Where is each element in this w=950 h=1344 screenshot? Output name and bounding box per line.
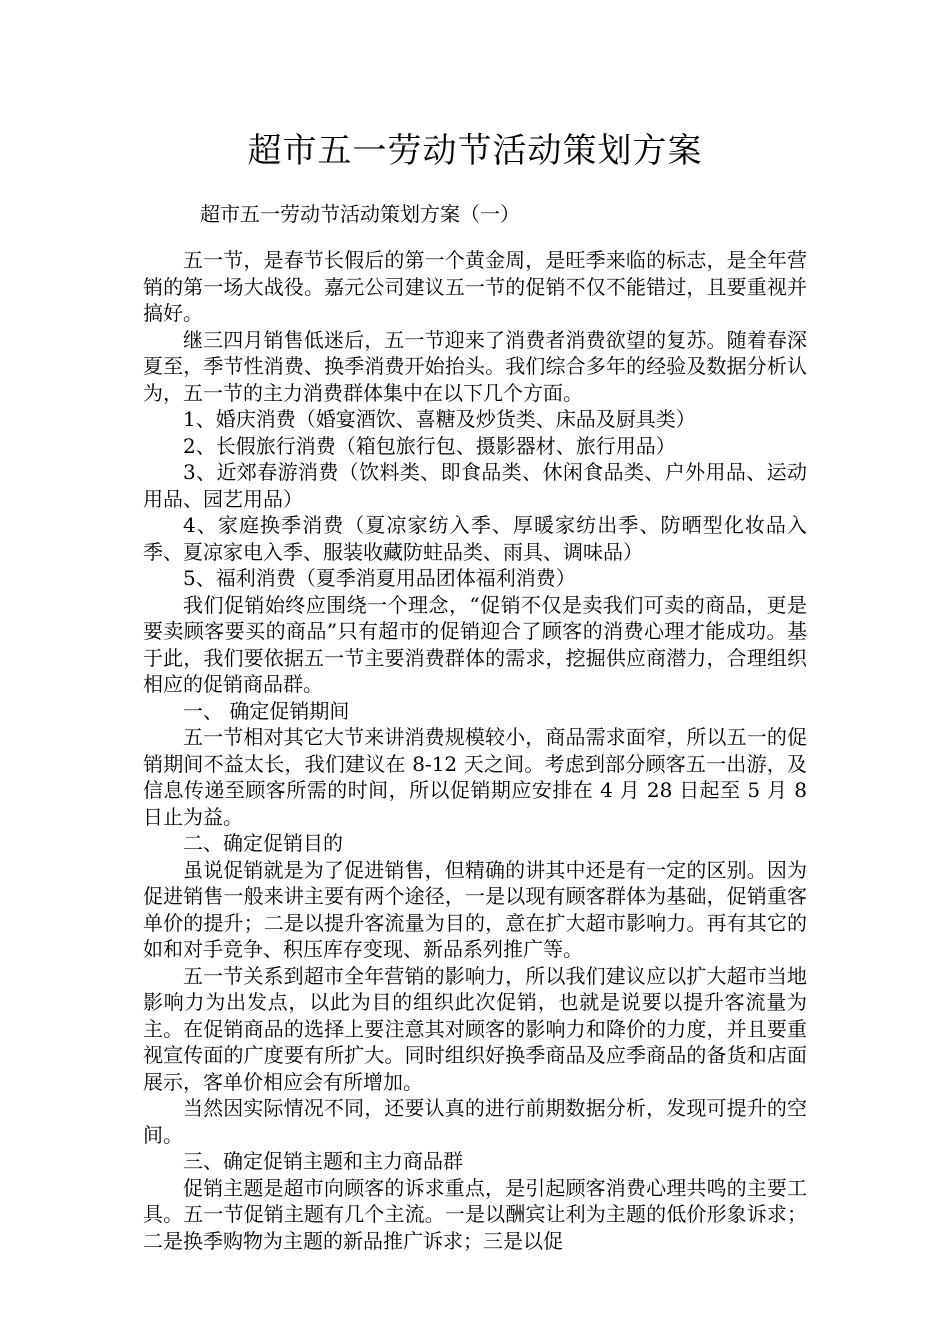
paragraph: 当然因实际情况不同，还要认真的进行前期数据分析，发现可提升的空间。 xyxy=(143,1096,807,1147)
list-item: 1、婚庆消费（婚宴酒饮、喜糖及炒货类、床品及厨具类） xyxy=(183,407,696,431)
list-item: 5、福利消费（夏季消夏用品团体福利消费） xyxy=(183,566,576,590)
paragraph: 五一节关系到超市全年营销的影响力，所以我们建议应以扩大超市当地影响力为出发点，以此为目的组织此次促销，也就是说要以提升客流量为主。在促销商品的选择上要注意其对顾客的影响力和降价的力度，并且要重视宣传面的广度要有所扩大。同时组织好换季商品及应季商品的备货和店面展示，客单价相应会有所增加。 xyxy=(143,963,807,1094)
list-item: 4、家庭换季消费（夏凉家纺入季、厚暖家纺出季、防晒型化妆品入季、夏凉家电入季、服装收藏防蛀品类、雨具、调味品） xyxy=(143,513,807,564)
paragraph: 虽说促销就是为了促进销售，但精确的讲其中还是有一定的区别。因为促进销售一般来讲主要有两个途径，一是以现有顾客群体为基础，促销重客单价的提升；二是以提升客流量为目的，意在扩大超市影响力。再有其它的如和对手竞争、积压库存变现、新品系列推广等。 xyxy=(143,857,807,961)
paragraph: 促销主题是超市向顾客的诉求重点，是引起顾客消费心理共鸣的主要工具。五一节促销主题有几个主流。一是以酬宾让利为主题的低价形象诉求；二是换季购物为主题的新品推广诉求；三是以促 xyxy=(143,1175,807,1253)
document-subtitle: 超市五一劳动节活动策划方案（一） xyxy=(200,202,520,226)
paragraph: 我们促销始终应围绕一个理念，“促销不仅是卖我们可卖的商品，更是要卖顾客要买的商品”只有超市的促销迎合了顾客的消费心理才能成功。基于此，我们要依据五一节主要消费群体的需求，挖掘供应商潜力，合理组织相应的促销商品群。 xyxy=(143,592,807,696)
paragraph: 五一节，是春节长假后的第一个黄金周，是旺季来临的标志，是全年营销的第一场大战役。嘉元公司建议五一节的促销不仅不能错过，且要重视并搞好。 xyxy=(143,248,807,325)
document-body xyxy=(143,247,807,1254)
paragraph: 五一节相对其它大节来讲消费规模较小，商品需求面窄，所以五一的促销期间不益太长，我们建议在 8-12 天之间。考虑到部分顾客五一出游，及信息传递至顾客所需的时间，所以促销期应安排在 4 月 28 日起至 5 月 8 日止为益。 xyxy=(143,725,807,829)
section-heading: 一、 确定促销期间 xyxy=(183,698,350,723)
list-item: 2、长假旅行消费（箱包旅行包、摄影器材、旅行用品） xyxy=(183,433,676,458)
section-heading: 二、确定促销目的 xyxy=(183,831,343,855)
paragraph: 继三四月销售低迷后，五一节迎来了消费者消费欲望的复苏。随着春深夏至，季节性消费、换季消费开始抬头。我们综合多年的经验及数据分析认为，五一节的主力消费群体集中在以下几个方面。 xyxy=(143,327,807,405)
section-heading: 三、确定促销主题和主力商品群 xyxy=(183,1149,463,1173)
document-title: 超市五一劳动节活动策划方案 xyxy=(247,131,703,171)
list-item: 3、近郊春游消费（饮料类、即食品类、休闲食品类、户外用品、运动用品、园艺用品） xyxy=(143,460,807,511)
